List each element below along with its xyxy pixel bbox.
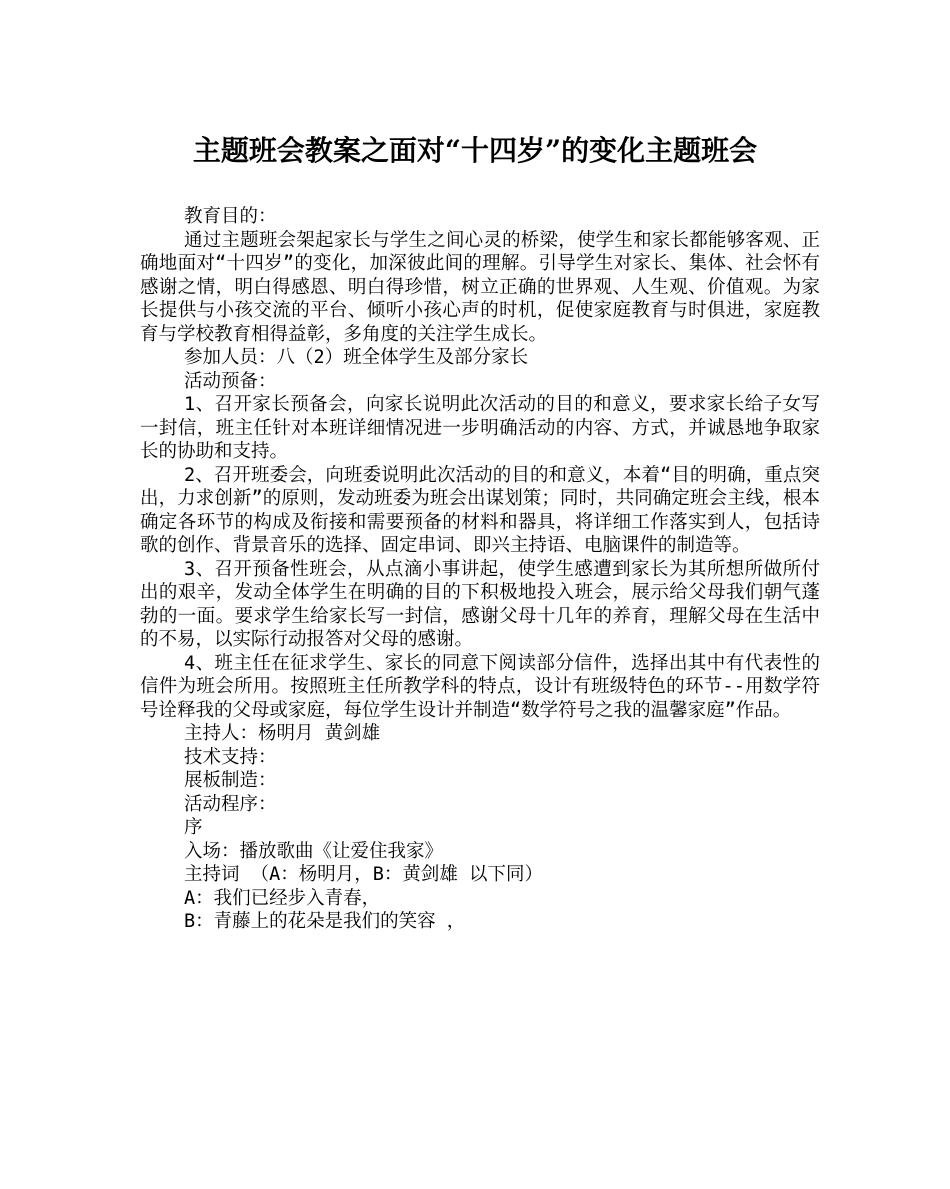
body-paragraph: 3、召开预备性班会，从点滴小事讲起，使学生感遭到家长为其所想所做所付出的艰辛，发动全体学生在明确的目的下积极地投入班会，展示给父母我们朝气蓬勃的一面。要求学生给家长写一封信，感谢父母十几年的养育，理解父母在生活中的不易，以实际行动报答对父母的感谢。 <box>140 558 820 650</box>
body-paragraph: 2、召开班委会，向班委说明此次活动的目的和意义，本着“目的明确，重点突出，力求创新”的原则，发动班委为班会出谋划策；同时，共同确定班会主线，根本确定各环节的构成及衔接和需要预备的材料和器具，将详细工作落实到人，包括诗歌的创作、背景音乐的选择、固定串词、即兴主持语、电脑课件的制造等。 <box>140 464 820 556</box>
body-line: 入场：播放歌曲《让爱住我家》 <box>184 840 444 862</box>
body-line: 活动预备： <box>184 370 277 392</box>
body-line: 序 <box>184 817 203 838</box>
body-paragraph: 4、班主任在征求学生、家长的同意下阅读部分信件，选择出其中有代表性的信件为班会所用。按照班主任所教学科的特点，设计有班级特色的环节--用数学符号诠释我的父母或家庭，每位学生设计并制造“数学符号之我的温馨家庭”作品。 <box>140 652 820 721</box>
body-line: 参加人员：八（2）班全体学生及部分家长 <box>184 347 529 368</box>
document-body <box>140 205 820 934</box>
body-paragraph: 通过主题班会架起家长与学生之间心灵的桥梁，使学生和家长都能够客观、正确地面对“十四岁”的变化，加深彼此间的理解。引导学生对家长、集体、社会怀有感谢之情，明白得感恩、明白得珍惜，树立正确的世界观、人生观、价值观。为家长提供与小孩交流的平台、倾听小孩心声的时机，促使家庭教育与时俱进，家庭教育与学校教育相得益彰，多角度的关注学生成长。 <box>140 229 820 345</box>
document-title: 主题班会教案之面对“十四岁”的变化主题班会 <box>192 134 758 167</box>
body-paragraph: 1、召开家长预备会，向家长说明此次活动的目的和意义，要求家长给子女写一封信，班主任针对本班详细情况进一步明确活动的内容、方式，并诚恳地争取家长的协助和支持。 <box>140 394 820 462</box>
body-line: 主持词 （A：杨明月，B：黄剑雄 以下同） <box>184 864 544 885</box>
body-line: B：青藤上的花朵是我们的笑容 ， <box>184 911 466 932</box>
body-line: 教育目的： <box>184 206 277 227</box>
body-line: 技术支持： <box>184 746 277 768</box>
body-line: 主持人：杨明月 黄剑雄 <box>184 723 381 744</box>
body-line: 活动程序： <box>184 793 277 815</box>
body-line: A：我们已经步入青春， <box>184 887 381 909</box>
body-line: 展板制造： <box>184 770 277 791</box>
